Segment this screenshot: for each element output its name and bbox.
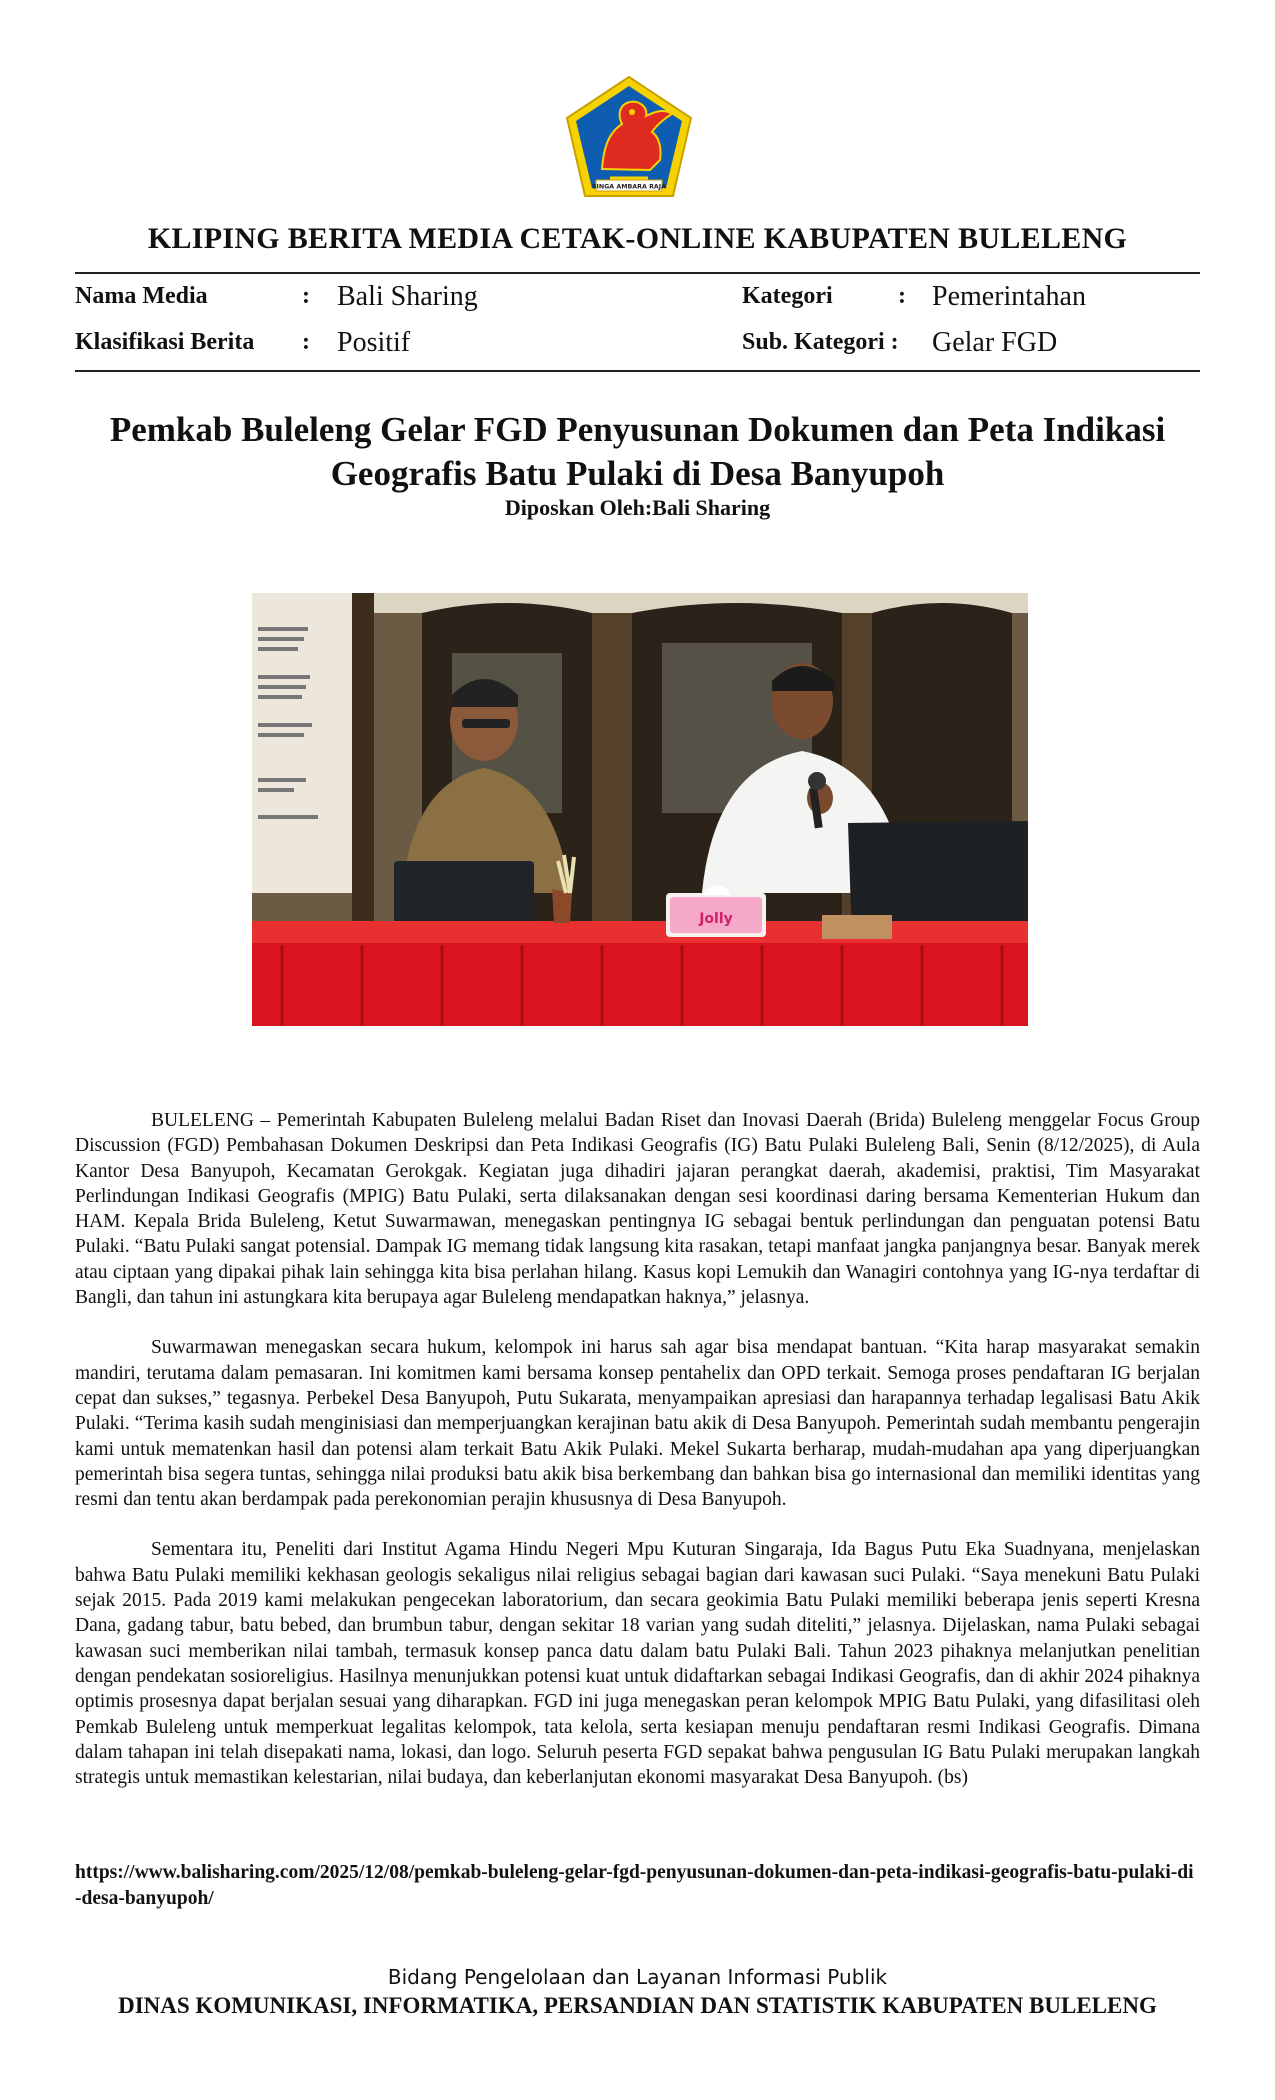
media-colon: : bbox=[302, 283, 310, 309]
article-paragraph-2: Suwarmawan menegaskan secara hukum, kelompok ini harus sah agar bisa mendapat bantuan. “Kita harap masyarakat semakin mandiri, terutama dalam pemasaran. Ini komitmen kami bersama konsep pentahelix dan OPD terkait. Semoga proses pendaftaran IG berjalan cepat dan sukses,” tegasnya. Perbekel Desa Banyupoh, Putu Sukarata, menyampaikan apresiasi dan harapannya terhadap legalisasi Batu Akik Pulaki. “Terima kasih sudah menginisiasi dan memperjuangkan kerajinan batu akik di Desa Banyupoh. Pemerintah sudah membantu pengerajin kami untuk mematenkan hasil dan potensi alam terkait Batu Akik Pulaki. Mekel Sukarta berharap, mudah-mudahan apa yang diperjuangkan pemerintah bisa segera tuntas, sehingga nilai produksi batu akik bisa berkembang dan bahkan bisa go internasional dan memiliki identitas yang resmi dan tentu akan berdampak pada perekonomian perajin khususnya di Desa Banyupoh. bbox=[75, 1337, 1200, 1511]
header-bottom-rule bbox=[75, 370, 1200, 372]
kategori-value: Pemerintahan bbox=[932, 281, 1086, 312]
kategori-label: Kategori bbox=[742, 283, 833, 309]
clipping-header-title: KLIPING BERITA MEDIA CETAK-ONLINE KABUPATEN BULELENG bbox=[147, 222, 1128, 255]
article-paragraph-1: BULELENG – Pemerintah Kabupaten Buleleng melalui Badan Riset dan Inovasi Daerah (Brida) Buleleng menggelar Focus Group Discussion (FGD) Pembahasan Dokumen Deskripsi dan Peta Indikasi Geografis (IG) Batu Pulaki Buleleng Bali, Senin (8/12/2025), di Aula Kantor Desa Banyupoh, Kecamatan Gerokgak. Kegiatan juga dihadiri jajaran perangkat daerah, akademisi, praktisi, Tim Masyarakat Perlindungan Indikasi Geografis (MPIG) Batu Pulaki, serta dilaksanakan dengan sesi koordinasi daring bersama Kementerian Hukum dan HAM. Kepala Brida Buleleng, Ketut Suwarmawan, menegaskan pentingnya IG sebagai bentuk perlindungan dan penguatan potensi Batu Pulaki. “Batu Pulaki sangat potensial. Dampak IG memang tidak langsung kita rasakan, tetapi manfaat jangka panjangnya besar. Banyak merek atau ciptaan yang dipakai pihak lain sehingga kita bisa perlahan hilang. Kasus kopi Lemukih dan Wanagiri contohnya yang IG-nya terdaftar di Bangli, dan tahun ini astungkara kita berupaya agar Buleleng mendapatkan haknya,” jelasnya. bbox=[75, 1110, 1200, 1309]
kategori-colon: : bbox=[898, 283, 906, 309]
article-title: Pemkab Buleleng Gelar FGD Penyusunan Dokumen dan Peta Indikasi Geografis Batu Pulaki di Desa Banyupoh bbox=[109, 410, 1166, 493]
footer-division: Bidang Pengelolaan dan Layanan Informasi Publik bbox=[387, 1965, 888, 1989]
subkategori-label: Sub. Kategori : bbox=[742, 329, 899, 355]
media-value: Bali Sharing bbox=[337, 281, 478, 312]
header-top-rule bbox=[75, 272, 1200, 274]
posted-by: Diposkan Oleh:Bali Sharing bbox=[504, 495, 771, 520]
subkategori-value: Gelar FGD bbox=[932, 327, 1058, 358]
klasifikasi-colon: : bbox=[302, 329, 310, 355]
svg-text:Jolly: Jolly bbox=[699, 911, 733, 927]
klasifikasi-value: Positif bbox=[337, 327, 411, 358]
footer-agency: DINAS KOMUNIKASI, INFORMATIKA, PERSANDIAN DAN STATISTIK KABUPATEN BULELENG bbox=[118, 1993, 1157, 2018]
article-paragraph-3: Sementara itu, Peneliti dari Institut Agama Hindu Negeri Mpu Kuturan Singaraja, Ida Bagus Putu Eka Suadnyana, menjelaskan bahwa Batu Pulaki memiliki kekhasan geologis sekaligus nilai religius sebagai bagian dari kawasan suci Pulaki. “Saya menekuni Batu Pulaki sejak 2015. Pada 2019 kami melakukan pengecekan laboratorium, dan secara geokimia Batu Pulaki memiliki beberapa jenis seperti Kresna Dana, gadang tabur, batu bebed, dan brumbun tabur, dengan sekitar 18 varian yang sudah diteliti,” jelasnya. Dijelaskan, nama Pulaki sebagai kawasan suci memberikan nilai tambah, termasuk konsep panca datu dalam batu Pulaki Bali. Tahun 2023 pihaknya melanjutkan penelitian dengan pendekatan sosioreligius. Hasilnya menunjukkan potensi kuat untuk didaftarkan sebagai Indikasi Geografis, dan di akhir 2024 pihaknya optimis prosesnya dapat berjalan sesuai yang diharapkan. FGD ini juga menegaskan peran kelompok MPIG Batu Pulaki, yang difasilitasi oleh Pemkab Buleleng untuk memperkuat legalitas kelompok, tata kelola, serta kesiapan menuju pendaftaran resmi Indikasi Geografis. Dimana dalam tahapan ini telah disepakati nama, lokasi, dan logo. Seluruh peserta FGD sepakat bahwa pengusulan IG Batu Pulaki merupakan langkah strategis untuk memastikan kelestarian, nilai budaya, dan keberlanjutan ekonomi masyarakat Desa Banyupoh. (bs) bbox=[75, 1539, 1200, 1789]
article-photo bbox=[252, 593, 1028, 1026]
source-url-link[interactable]: https://www.balisharing.com/2025/12/08/pemkab-buleleng-gelar-fgd-penyusunan-dokumen-dan-peta-indikasi-geografis-batu-pulaki-di-desa-banyupoh/ bbox=[75, 1862, 1194, 1909]
klasifikasi-label: Klasifikasi Berita bbox=[75, 329, 255, 355]
article-body bbox=[75, 1108, 1200, 1815]
regency-crest-logo bbox=[562, 74, 696, 200]
media-label: Nama Media bbox=[75, 283, 208, 309]
svg-text:SINGA AMBARA RAJA: SINGA AMBARA RAJA bbox=[591, 183, 667, 191]
